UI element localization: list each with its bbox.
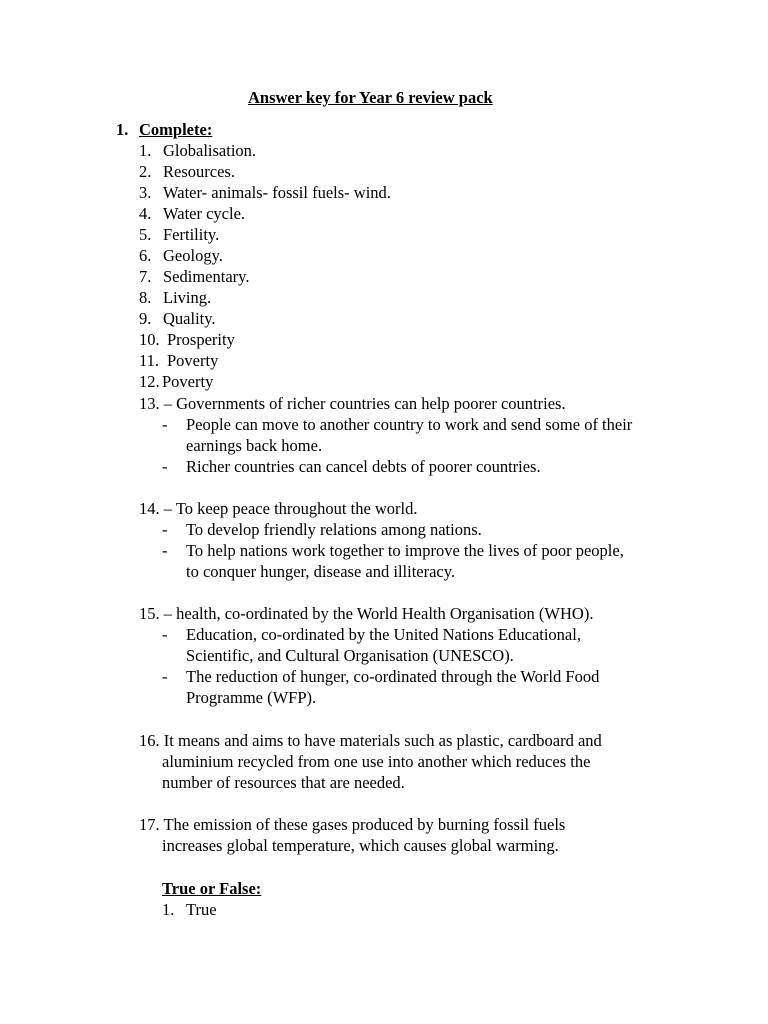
list-item-number: 10. xyxy=(139,330,160,349)
list-item-text: Water- animals- fossil fuels- wind. xyxy=(163,183,391,202)
bullet-dash: - xyxy=(162,541,168,560)
list-item-number: 4. xyxy=(139,204,152,223)
list-item-number: 12. xyxy=(139,372,160,391)
section-heading: Complete: xyxy=(139,120,213,139)
item-16-line: 16. It means and aims to have materials such as plastic, cardboard and xyxy=(139,731,602,750)
bullet-text: To develop friendly relations among nations. xyxy=(186,520,482,539)
true-false-heading: True or False: xyxy=(162,879,262,898)
bullet-text: Scientific, and Cultural Organisation (UNESCO). xyxy=(186,646,514,665)
bullet-dash: - xyxy=(162,667,168,686)
list-item-number: 7. xyxy=(139,267,152,286)
list-item-number: 2. xyxy=(139,162,152,181)
list-item-text: Living. xyxy=(163,288,212,307)
list-item-number: 1. xyxy=(139,141,152,160)
list-item-number: 8. xyxy=(139,288,152,307)
list-item-number: 6. xyxy=(139,246,152,265)
bullet-dash: - xyxy=(162,520,168,539)
bullet-text: People can move to another country to work and send some of their xyxy=(186,415,633,434)
bullet-text: Education, co-ordinated by the United Nations Educational, xyxy=(186,625,581,644)
bullet-dash: - xyxy=(162,415,168,434)
section-number: 1. xyxy=(116,120,129,139)
item-17-line: increases global temperature, which causes global warming. xyxy=(162,836,559,855)
list-item-number: 5. xyxy=(139,225,152,244)
item-13-lead: 13. – Governments of richer countries can help poorer countries. xyxy=(139,394,566,413)
list-item-number: 11. xyxy=(139,351,160,370)
list-item-text: Quality. xyxy=(163,309,216,328)
list-item-text: Geology. xyxy=(163,246,223,265)
bullet-text: to conquer hunger, disease and illiteracy. xyxy=(186,562,456,581)
bullet-text: earnings back home. xyxy=(186,436,323,455)
bullet-text: The reduction of hunger, co-ordinated through the World Food xyxy=(186,667,600,686)
list-item-text: Resources. xyxy=(163,162,235,181)
bullet-text: Programme (WFP). xyxy=(186,688,317,707)
list-item-number: 9. xyxy=(139,309,152,328)
list-item-text: Sedimentary. xyxy=(163,267,250,286)
bullet-text: Richer countries can cancel debts of poorer countries. xyxy=(186,457,541,476)
item-17-line: 17. The emission of these gases produced by burning fossil fuels xyxy=(139,815,566,834)
bullet-dash: - xyxy=(162,625,168,644)
item-14-lead: 14. – To keep peace throughout the world. xyxy=(139,499,418,518)
list-item-number: 1. xyxy=(162,900,175,919)
item-15-lead: 15. – health, co-ordinated by the World Health Organisation (WHO). xyxy=(139,604,594,623)
list-item-text: True xyxy=(186,900,217,919)
list-item-text: Globalisation. xyxy=(163,141,257,160)
page-title: Answer key for Year 6 review pack xyxy=(248,88,493,107)
list-item-text: Prosperity xyxy=(167,330,235,349)
list-item-text: Water cycle. xyxy=(163,204,246,223)
item-16-line: number of resources that are needed. xyxy=(162,773,405,792)
list-item-text: Fertility. xyxy=(163,225,220,244)
item-16-line: aluminium recycled from one use into another which reduces the xyxy=(162,752,591,771)
bullet-dash: - xyxy=(162,457,168,476)
list-item-number: 3. xyxy=(139,183,152,202)
bullet-text: To help nations work together to improve the lives of poor people, xyxy=(186,541,624,560)
list-item-text: Poverty xyxy=(167,351,219,370)
list-item-text: Poverty xyxy=(162,372,214,391)
